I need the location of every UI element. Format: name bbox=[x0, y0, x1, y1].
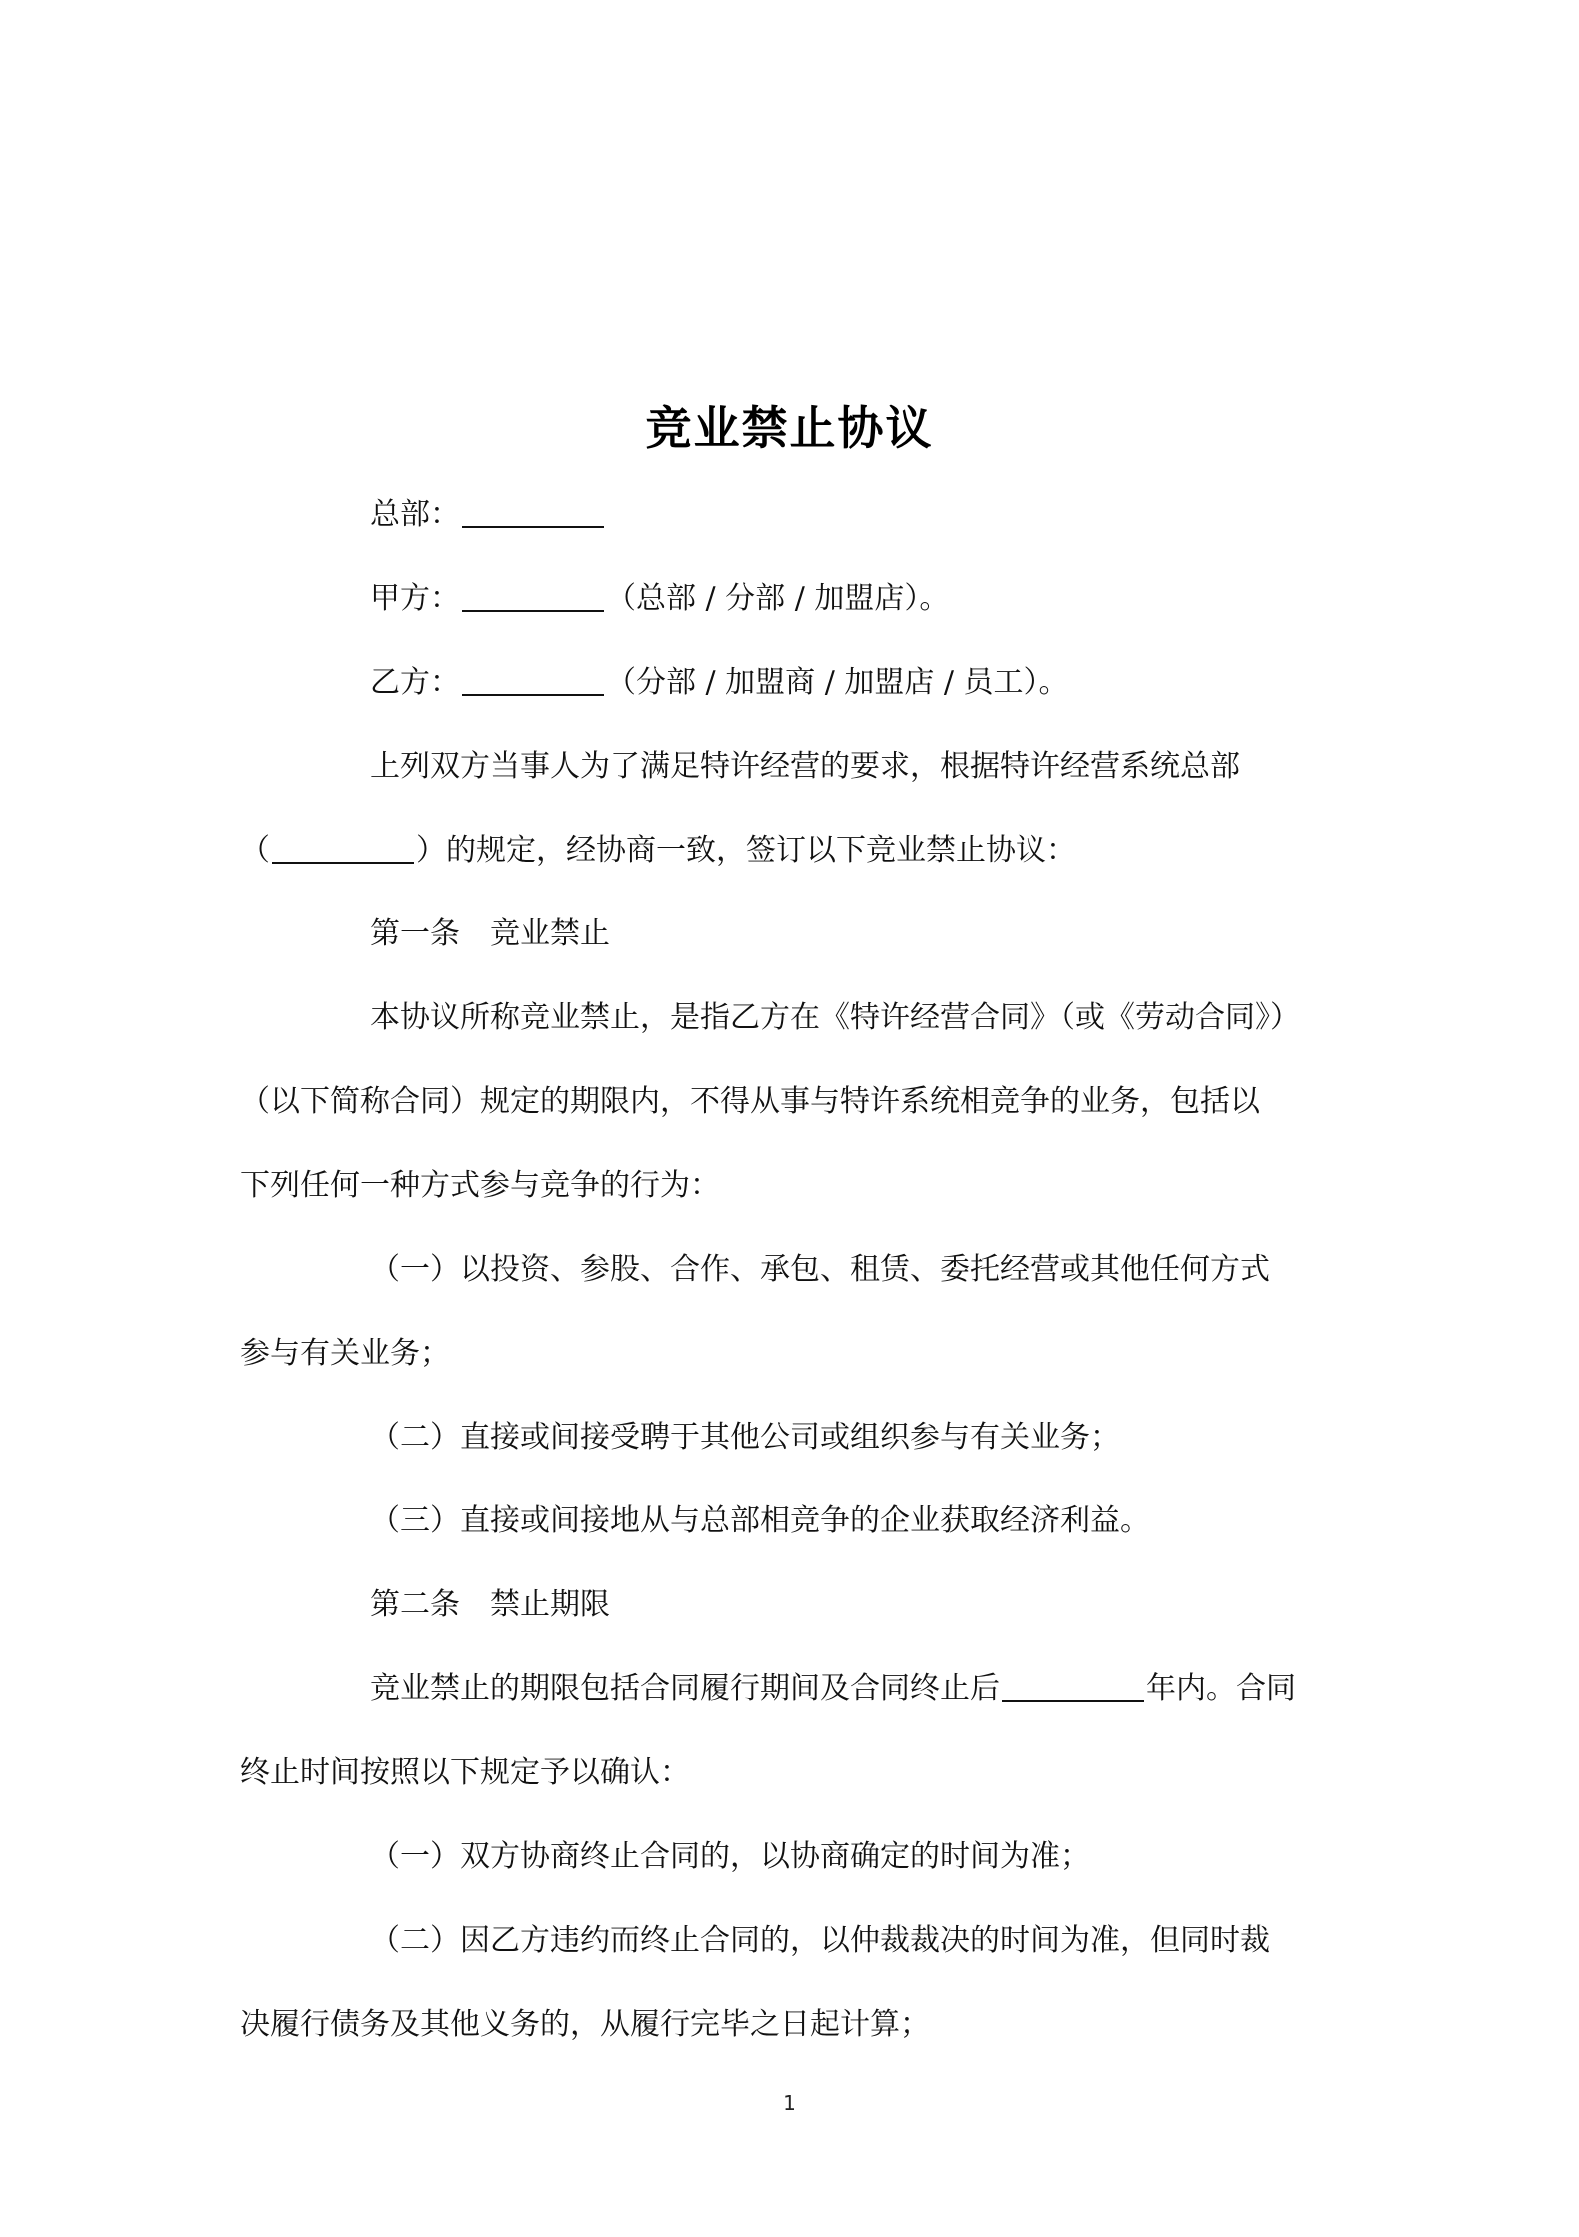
headquarters-line bbox=[370, 494, 606, 536]
party-a-line bbox=[370, 578, 949, 620]
party-a-note: （总部 / 分部 / 加盟店）。 bbox=[606, 581, 950, 616]
article-2-body-line-1 bbox=[370, 1668, 1296, 1710]
preamble-line-1: 上列双方当事人为了满足特许经营的要求，根据特许经营系统总部 bbox=[370, 749, 1240, 784]
headquarters-label: 总部： bbox=[370, 497, 460, 532]
article-2-body-after: 年内。合同 bbox=[1146, 1671, 1296, 1706]
party-b-note: （分部 / 加盟商 / 加盟店 / 员工）。 bbox=[606, 665, 1069, 700]
article-1-number: 第一条 bbox=[370, 916, 460, 951]
article-2-item-1: （一）双方协商终止合同的，以协商确定的时间为准； bbox=[370, 1839, 1090, 1874]
article-2-body-before: 竞业禁止的期限包括合同履行期间及合同终止后 bbox=[370, 1671, 1000, 1706]
preamble-rest: ）的规定，经协商一致，签订以下竞业禁止协议： bbox=[416, 833, 1076, 868]
article-2-heading bbox=[370, 1584, 610, 1626]
article-1-item-1-line-2: 参与有关业务； bbox=[240, 1336, 450, 1371]
page-number: 1 bbox=[783, 2091, 796, 2115]
article-1-item-2: （二）直接或间接受聘于其他公司或组织参与有关业务； bbox=[370, 1420, 1120, 1455]
party-a-label: 甲方： bbox=[370, 581, 460, 616]
party-a-blank[interactable] bbox=[462, 580, 604, 612]
article-1-body-line-2: （以下简称合同）规定的期限内，不得从事与特许系统相竞争的业务，包括以 bbox=[240, 1084, 1260, 1119]
article-1-item-3: （三）直接或间接地从与总部相竞争的企业获取经济利益。 bbox=[370, 1503, 1150, 1538]
preamble-open-paren: （ bbox=[240, 833, 270, 868]
article-1-item-1-line-1: （一）以投资、参股、合作、承包、租赁、委托经营或其他任何方式 bbox=[370, 1252, 1270, 1287]
party-b-blank[interactable] bbox=[462, 664, 604, 696]
article-2-item-2-line-1: （二）因乙方违约而终止合同的，以仲裁裁决的时间为准，但同时裁 bbox=[370, 1923, 1270, 1958]
preamble-blank[interactable] bbox=[272, 832, 414, 864]
article-2-body-line-2: 终止时间按照以下规定予以确认： bbox=[240, 1755, 690, 1790]
article-1-body-line-3: 下列任何一种方式参与竞争的行为： bbox=[240, 1168, 720, 1203]
article-2-title: 禁止期限 bbox=[490, 1587, 610, 1622]
term-years-blank[interactable] bbox=[1002, 1670, 1144, 1702]
article-2-item-2-line-2: 决履行债务及其他义务的，从履行完毕之日起计算； bbox=[240, 2007, 930, 2042]
headquarters-blank[interactable] bbox=[462, 496, 604, 528]
article-1-heading bbox=[370, 913, 610, 955]
article-1-body-line-1: 本协议所称竞业禁止，是指乙方在《特许经营合同》（或《劳动合同》） bbox=[370, 1000, 1300, 1035]
preamble-line-2 bbox=[240, 830, 1076, 872]
party-b-line bbox=[370, 662, 1069, 704]
article-2-number: 第二条 bbox=[370, 1587, 460, 1622]
document-title: 竞业禁止协议 bbox=[645, 401, 934, 455]
party-b-label: 乙方： bbox=[370, 665, 460, 700]
article-1-title: 竞业禁止 bbox=[490, 916, 610, 951]
